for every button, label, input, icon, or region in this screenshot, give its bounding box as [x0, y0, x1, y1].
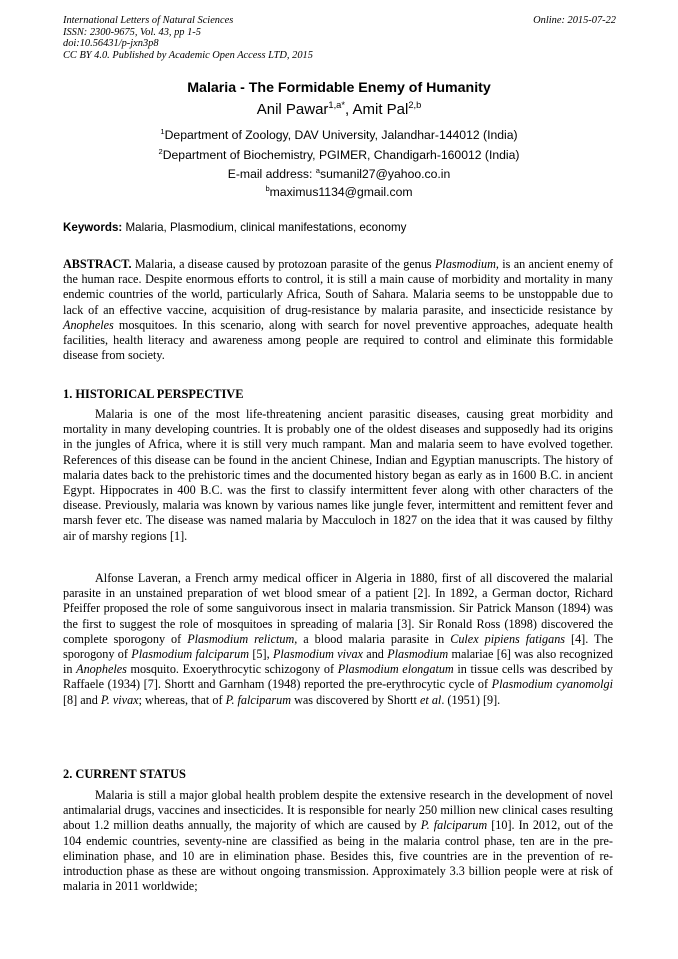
italic-run: Plasmodium elongatum — [337, 662, 454, 677]
text-run: was discovered by Shortt — [291, 692, 420, 707]
email-b[interactable]: maximus1134@gmail.com — [269, 185, 413, 199]
affiliation-sup: 2 — [158, 146, 163, 156]
paragraph — [63, 788, 613, 894]
affiliation-1 — [0, 128, 678, 142]
keywords — [63, 221, 406, 234]
email-sup: a — [315, 165, 320, 175]
abstract-label: ABSTRACT. — [63, 257, 132, 271]
paper-title: Malaria - The Formidable Enemy of Humanity — [187, 80, 491, 96]
author-name: Amit Pal — [352, 101, 409, 118]
author-sup: 2,b — [408, 100, 422, 110]
author-name: Anil Pawar — [256, 101, 329, 118]
keywords-label: Keywords: — [63, 221, 123, 234]
affiliation-2 — [0, 148, 678, 162]
text-run: [10]. In 2012, out of the 104 endemic countries, seventy-nine are classified as being in the malaria control phase, ten are in the pre-elimination phase, and 10 are in elimination phase. Besides this, five countries are in the prevention of re-introduction phase as these are without ongoing transmission. Approximately 3.3 billion people were at risk of malaria in 2011 worldwide; — [63, 818, 613, 894]
affiliation-sup: 1 — [160, 126, 165, 136]
text-run: ; whereas, that of — [138, 692, 226, 707]
email-line-b — [0, 185, 678, 199]
abstract-text: Malaria, a disease caused by protozoan parasite of the genus — [131, 257, 435, 271]
italic-run: et al — [420, 692, 442, 707]
journal-doi: doi:10.56431/p-jxn3p8 — [63, 38, 159, 50]
affiliation-text: Department of Zoology, DAV University, Jalandhar-144012 (India) — [164, 128, 518, 142]
journal-license: CC BY 4.0. Published by Academic Open Access LTD, 2015 — [63, 49, 313, 61]
italic-run: Plasmodium cyanomolgi — [491, 677, 613, 692]
email-line-a — [0, 167, 678, 181]
keywords-text: Malaria, Plasmodium, clinical manifestations, economy — [122, 221, 407, 234]
affiliation-text: Department of Biochemistry, PGIMER, Chandigarh-160012 (India) — [162, 148, 520, 162]
text-run: Malaria is still a major global health problem despite the extensive research in the development of novel antimalarial drugs, vaccines and insecticides. It is responsible for nearly 250 million new clinical cases resulting about 1.2 million deaths annually, the majority of which are caused by — [63, 788, 613, 833]
italic-run: Plasmodium vivax — [272, 647, 363, 662]
abstract — [63, 257, 613, 363]
italic-run: P. falciparum — [420, 818, 488, 833]
italic-run: Culex pipiens fatigans — [450, 631, 566, 646]
italic-run: P. vivax — [100, 692, 139, 707]
abstract-italic: Anopheles — [63, 317, 114, 332]
italic-run: Plasmodium — [387, 647, 449, 662]
text-run: [5], — [249, 647, 273, 662]
section1-para1 — [63, 407, 613, 544]
journal-issn: ISSN: 2300-9675, Vol. 43, pp 1-5 — [63, 26, 201, 38]
italic-run: Anopheles — [76, 662, 127, 677]
journal-header — [63, 15, 616, 61]
paragraph: Malaria is one of the most life-threatening ancient parasitic diseases, causing great morbidity and mortality in many developing countries. It is probably one of the oldest diseases and supposedly had its origins in the jungles of Africa, where it is still very much rampant. Man and malaria seem to have evolved together. References of this disease can be found in the ancient Chinese, Indian and Egyptian manuscripts. The history of malaria dates back to the prehistoric times and the documented history began as early as in 1600 B.C. in ancient Egypt. Hippocrates in 400 B.C. was the first to classify intermittent fever along with other characters of the disease. Previously, malaria was known by various names like jungle fever, intermittent and remittent fever and marsh fever etc. The disease was named malaria by Macculoch in 1827 on the idea that it was caused by filthy air of marshy regions [1]. — [63, 407, 613, 543]
text-run: . (1951) [9]. — [441, 692, 501, 707]
text-run: and — [362, 647, 388, 662]
section1-para2 — [63, 571, 613, 708]
author-separator: , — [344, 101, 353, 118]
email-a[interactable]: sumanil27@yahoo.co.in — [320, 167, 451, 181]
text-run: [4]. The sporogony of — [63, 631, 613, 662]
online-date: Online: 2015-07-22 — [533, 15, 616, 26]
text-run: mosquito. Exoerythrocytic schizogony of — [126, 662, 338, 677]
text-run: in tissue cells was described by Raffaele (1934) [7]. Shortt and Garnham (1948) reported the pre-erythrocytic cycle of — [63, 662, 613, 692]
abstract-italic: Plasmodium, — [434, 257, 499, 271]
text-run: [8] and — [63, 692, 101, 707]
section-heading: 1. HISTORICAL PERSPECTIVE — [63, 387, 244, 401]
email-sup: b — [265, 183, 270, 193]
section-heading: 2. CURRENT STATUS — [63, 767, 186, 781]
abstract-text: mosquitoes. In this scenario, along with search for novel preventive approaches, adequate health facilities, health literacy and awareness among people are required to control and eliminate this formidable disease from society. — [63, 317, 613, 363]
email-label: E-mail address: — [227, 167, 316, 181]
text-run: Alfonse Laveran, a French army medical officer in Algeria in 1880, first of all discovered the malarial parasite in an unstained preparation of wet blood smear of a patient [2]. In 1892, a German doctor, Richard Pfeiffer proposed the role of some sanguivorous insect in malaria transmission. Sir Patrick Manson (1894) was the first to suggest the role of mosquitoes in spreading of malaria [3]. Sir Ronald Ross (1898) discovered the complete sporogony of — [63, 571, 613, 646]
journal-name: International Letters of Natural Sciences — [63, 15, 234, 26]
section2-para1 — [63, 788, 613, 894]
text-run: malariae [6] was also recognized in — [63, 647, 613, 677]
paragraph — [63, 571, 613, 708]
text-run: , a blood malaria parasite in — [294, 631, 451, 646]
italic-run: Plasmodium relictum — [187, 631, 295, 646]
italic-run: P. falciparum — [225, 692, 292, 707]
author-line — [0, 101, 678, 118]
italic-run: Plasmodium falciparum — [131, 647, 250, 662]
author-sup: 1,a* — [328, 100, 345, 110]
abstract-text: is an ancient enemy of the human race. Despite enormous efforts to control, it is still a main cause of morbidity and mortality in many endemic countries of the world, particularly Africa, South of Sahara. Malaria seems to be unstoppable due to lack of an effective vaccine, acquisition of drug-resistance by malaria parasite, and insecticide resistance by — [63, 257, 613, 317]
